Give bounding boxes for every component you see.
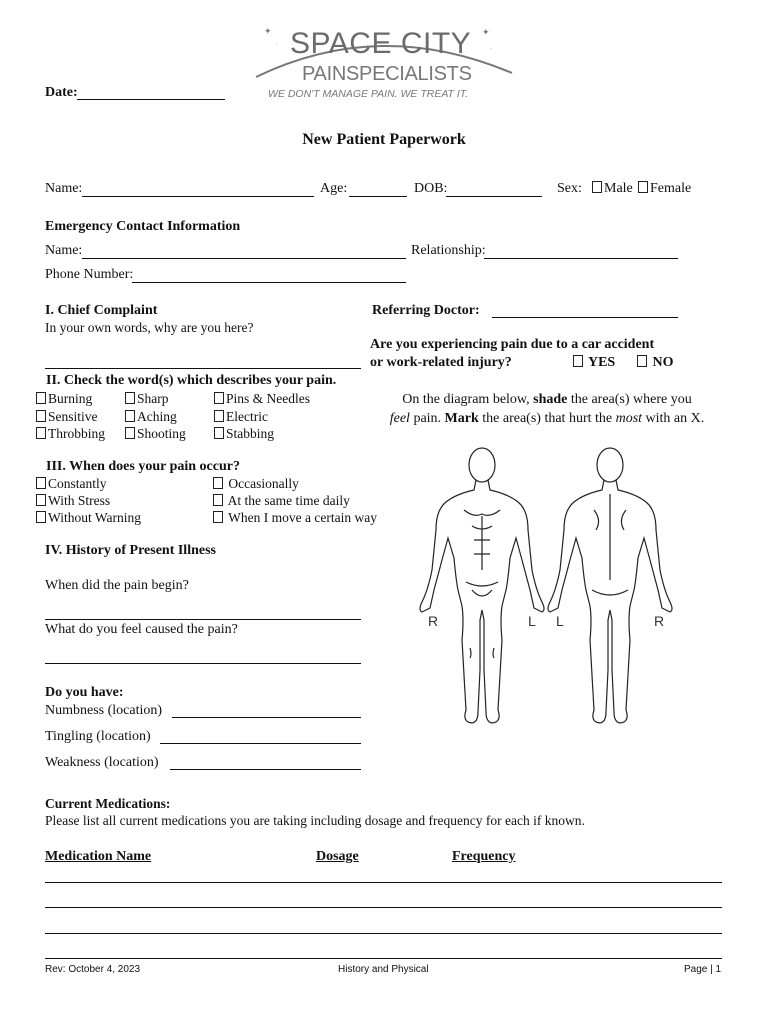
male-label: Male (604, 181, 633, 196)
weakness-field[interactable] (172, 753, 360, 769)
medication-row-line (45, 882, 722, 883)
date-field[interactable] (78, 83, 224, 99)
logo-tagline: WE DON'T MANAGE PAIN. WE TREAT IT. (268, 88, 469, 100)
footer-revision: Rev: October 4, 2023 (45, 964, 141, 975)
medication-row-field[interactable] (46, 866, 721, 882)
accident-no-checkbox[interactable] (637, 355, 647, 367)
pain-word-checkbox[interactable] (214, 410, 224, 422)
diagram-instruction-line1: On the diagram below, shade the area(s) where you (402, 392, 692, 407)
pain-occur-option[interactable]: Occasionally (213, 475, 377, 492)
emergency-name-label: Name: (45, 243, 83, 258)
pain-word-option[interactable]: Sharp (125, 390, 186, 408)
weakness-label: Weakness (location) (45, 755, 159, 770)
age-line (349, 196, 407, 197)
sex-label: Sex: (557, 181, 582, 196)
age-field[interactable] (350, 180, 406, 196)
patient-name-field[interactable] (84, 180, 312, 196)
pain-word-checkbox[interactable] (125, 410, 135, 422)
pain-words-col3 (214, 390, 310, 443)
pain-words-col1 (36, 390, 105, 443)
female-label: Female (650, 181, 692, 196)
front-left-marker: L (528, 613, 536, 629)
diagram-instruction-line2: feel pain. Mark the area(s) that hurt the most with an X. (389, 411, 705, 426)
emergency-name-field[interactable] (84, 242, 404, 258)
pain-word-checkbox[interactable] (36, 427, 46, 439)
pain-occur-checkbox[interactable] (36, 494, 46, 506)
chief-complaint-heading: I. Chief Complaint (45, 303, 158, 318)
pain-word-option[interactable]: Sensitive (36, 408, 105, 426)
tingling-line (160, 743, 361, 744)
accident-question-line1: Are you experiencing pain due to a car accident (370, 337, 655, 352)
svg-text:✦: ✦ (482, 28, 490, 38)
weakness-line (170, 769, 361, 770)
logo-subtitle: PAINSPECIALISTS (302, 63, 472, 85)
medication-name-header: Medication Name (45, 849, 152, 864)
pain-word-checkbox[interactable] (125, 392, 135, 404)
numbness-label: Numbness (location) (45, 703, 163, 718)
footer-title: History and Physical (338, 964, 429, 975)
referring-doctor-label: Referring Doctor: (372, 303, 480, 318)
front-body-figure[interactable] (420, 448, 544, 723)
pain-occur-option[interactable]: At the same time daily (213, 492, 377, 509)
pain-word-checkbox[interactable] (36, 392, 46, 404)
date-label: Date: (45, 85, 78, 100)
dosage-header: Dosage (316, 849, 359, 864)
pain-words-heading: II. Check the word(s) which describes your pain. (46, 373, 337, 388)
emergency-heading: Emergency Contact Information (45, 219, 241, 234)
pain-words-col2 (125, 390, 186, 443)
emergency-name-line (82, 258, 406, 259)
svg-text:·: · (490, 46, 492, 53)
chief-complaint-field[interactable] (46, 352, 360, 368)
phone-line (132, 282, 406, 283)
medication-row-field[interactable] (46, 917, 721, 933)
pain-occur-checkbox[interactable] (213, 494, 223, 506)
back-right-marker: R (654, 613, 665, 629)
phone-field[interactable] (134, 266, 404, 282)
pain-word-option[interactable]: Throbbing (36, 425, 105, 443)
date-line (77, 99, 225, 100)
frequency-header: Frequency (452, 849, 516, 864)
accident-no-option[interactable] (637, 355, 674, 371)
front-right-marker: R (428, 613, 439, 629)
pain-occur-col2 (213, 475, 377, 526)
pain-word-option[interactable]: Shooting (125, 425, 186, 443)
body-diagram[interactable] (416, 440, 680, 730)
svg-text:·: · (276, 42, 278, 49)
logo-title: SPACE CITY (290, 27, 472, 60)
medications-heading: Current Medications: (45, 796, 171, 811)
patient-name-line (82, 196, 314, 197)
pain-word-checkbox[interactable] (125, 427, 135, 439)
pain-cause-line (45, 663, 361, 664)
pain-occur-option[interactable]: With Stress (36, 492, 141, 509)
pain-word-checkbox[interactable] (214, 427, 224, 439)
patient-name-label: Name: (45, 181, 83, 196)
diagram-instruction (372, 390, 722, 428)
numbness-field[interactable] (174, 701, 360, 717)
company-logo (250, 25, 520, 105)
pain-occur-checkbox[interactable] (213, 477, 223, 489)
pain-occur-option[interactable]: When I move a certain way (213, 509, 377, 526)
medication-row-line (45, 958, 722, 959)
pain-word-checkbox[interactable] (36, 410, 46, 422)
pain-word-option[interactable]: Pins & Needles (214, 390, 310, 408)
numbness-line (172, 717, 361, 718)
accident-question-line2: or work-related injury? (370, 355, 512, 370)
relationship-label: Relationship: (411, 243, 486, 258)
relationship-field[interactable] (486, 242, 676, 258)
chief-complaint-prompt: In your own words, why are you here? (45, 320, 254, 335)
age-label: Age: (320, 181, 348, 196)
sex-male-option[interactable] (592, 181, 633, 197)
pain-word-option[interactable]: Burning (36, 390, 105, 408)
dob-label: DOB: (414, 181, 448, 196)
pain-word-option[interactable]: Electric (214, 408, 310, 426)
phone-label: Phone Number: (45, 267, 134, 282)
pain-cause-field[interactable] (46, 647, 360, 663)
accident-yes-label: YES (587, 355, 616, 370)
pain-word-option[interactable]: Aching (125, 408, 186, 426)
pain-begin-field[interactable] (46, 603, 360, 619)
pain-occur-checkbox[interactable] (213, 511, 223, 523)
history-question-begin: When did the pain begin? (45, 578, 189, 593)
referring-doctor-line (492, 317, 678, 318)
relationship-line (484, 258, 678, 259)
footer-page: Page | 1 (684, 964, 722, 975)
medication-row-field[interactable] (46, 891, 721, 907)
accident-yes-option[interactable] (573, 355, 615, 371)
dob-field[interactable] (447, 180, 541, 196)
back-left-marker: L (556, 613, 564, 629)
sex-female-option[interactable] (638, 181, 691, 197)
history-heading: IV. History of Present Illness (45, 543, 216, 558)
tingling-field[interactable] (162, 727, 360, 743)
medication-row-line (45, 907, 722, 908)
medication-row-line (45, 933, 722, 934)
chief-complaint-line (45, 368, 361, 369)
male-checkbox[interactable] (592, 181, 602, 193)
pain-word-option[interactable]: Stabbing (214, 425, 310, 443)
pain-occur-option[interactable]: Without Warning (36, 509, 141, 526)
tingling-label: Tingling (location) (45, 729, 151, 744)
referring-doctor-field[interactable] (494, 301, 676, 317)
svg-text:✦: ✦ (264, 27, 272, 37)
accident-no-label: NO (652, 355, 674, 370)
pain-occur-checkbox[interactable] (36, 511, 46, 523)
pain-occur-col1 (36, 475, 141, 526)
pain-begin-line (45, 619, 361, 620)
pain-occur-checkbox[interactable] (36, 477, 46, 489)
back-body-figure[interactable] (548, 448, 672, 723)
page-title: New Patient Paperwork (302, 131, 466, 148)
medications-instruction: Please list all current medications you are taking including dosage and frequency for each if known. (45, 813, 585, 828)
female-checkbox[interactable] (638, 181, 648, 193)
symptoms-heading: Do you have: (45, 685, 124, 700)
dob-line (446, 196, 542, 197)
pain-occur-option[interactable]: Constantly (36, 475, 141, 492)
accident-yes-checkbox[interactable] (573, 355, 583, 367)
pain-occur-heading: III. When does your pain occur? (46, 459, 240, 474)
pain-word-checkbox[interactable] (214, 392, 224, 404)
history-question-cause: What do you feel caused the pain? (45, 622, 238, 637)
